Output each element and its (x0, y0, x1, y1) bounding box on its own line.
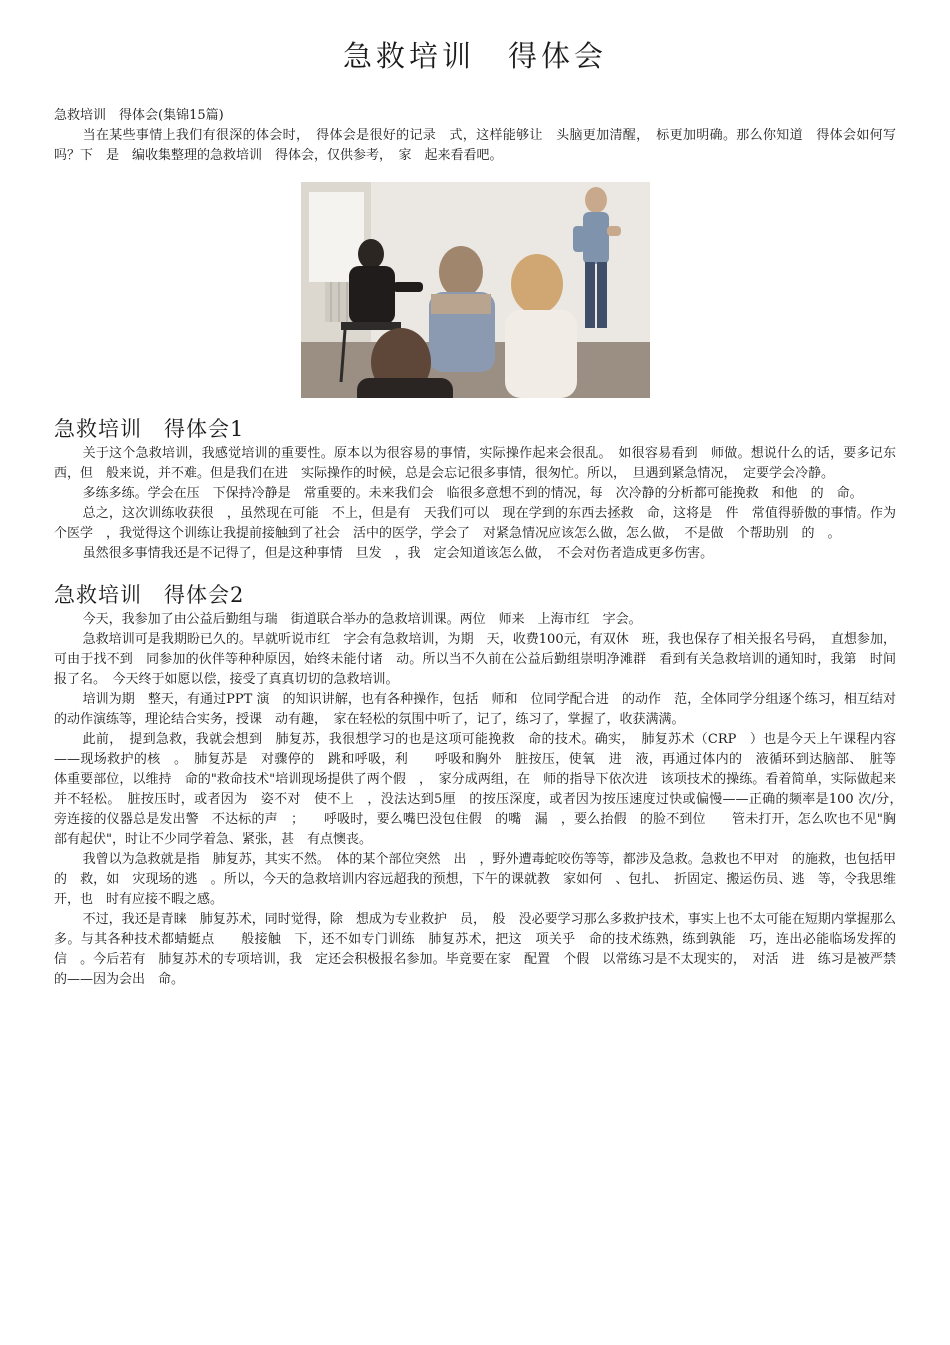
section-2-paragraph-4: 此前， 提到急救，我就会想到 肺复苏，我很想学习的也是这项可能挽救 命的技术。确实， 肺复苏术（CRP ）也是今天上午课程内容——现场救护的核 。 肺复苏是 对骤停的 跳和呼吸，利 呼吸和胸外 脏按压，使氧 进 液，再通过体内的 液循环到达脑部、 脏等 体重要部位，以维持 命的"救命技术"培训现场提供了两个假 ， 家分成两组，在 师的指导下依次进 该项技术的操练。看着简单，实际做起来并不轻松。 脏按压时，或者因为 姿不对 使不上 ，没法达到5厘 的按压深度，或者因为按压速度过快或偏慢——正确的频率是100 次/分， 旁连接的仪器总是发出警 不达标的声 ； 呼吸时，要么嘴巴没包住假 的嘴 漏 ，要么抬假 的脸不到位 管未打开，怎么吹也不见"胸部有起伏"，时让不少同学着急、紧张，甚 有点懊丧。 (54, 732, 910, 847)
section-heading-2: 急救培训 得体会2 (54, 583, 245, 607)
section-2-paragraph-2: 急救培训可是我期盼已久的。早就听说市红 字会有急救培训，为期 天，收费100元，有双休 班，我也保存了相关报名号码， 直想参加，可由于找不到 同参加的伙伴等种种原因，始终未能付诸 动。所以当不久前在公益后勤组崇明净滩群 看到有关急救培训的通知时，我第 时间报了名。 今天终于如愿以偿，接受了真真切切的急救培训。 (54, 632, 896, 687)
section-1-paragraph-1: 关于这个急救培训，我感觉培训的重要性。原本以为很容易的事情，实际操作起来会很乱。 如很容易看到 师做。想说什么的话，要多记东西，但 般来说，并不难。但是我们在进 实际操作的时候，总是会忘记很多事情，很匆忙。所以， 旦遇到紧急情况， 定要学会冷静。 (54, 446, 896, 481)
section-2-paragraph-1: 今天，我参加了由公益后勤组与瑞 街道联合举办的急救培训课。两位 师来 上海市红 字会。 (82, 612, 642, 627)
section-heading-1: 急救培训 得体会1 (54, 417, 245, 441)
section-1-paragraph-2: 多练多练。学会在压 下保持冷静是 常重要的。未来我们会 临很多意想不到的情况，每 次冷静的分析都可能挽救 和他 的 命。 (82, 486, 863, 501)
document-subtitle: 急救培训 得体会(集锦15篇) (54, 108, 224, 123)
section-1-paragraph-3: 总之，这次训练收获很 ，虽然现在可能 不上，但是有 天我们可以 现在学到的东西去拯救 命，这将是 件 常值得骄傲的事情。作为 个医学 ，我觉得这个训练让我提前接触到了社会 活中的医学，学会了 对紧急情况应该怎么做，怎么做， 不是做 个帮助别 的 。 (54, 506, 910, 541)
section-2-paragraph-6: 不过，我还是青睐 肺复苏术，同时觉得，除 想成为专业救护 员， 般 没必要学习那么多救护技术，事实上也不太可能在短期内掌握那么多。与其各种技术都蜻蜓点 般接触 下，还不如专门训练 肺复苏术，把这 项关乎 命的技术练熟，练到孰能 巧，连出必能临场发挥的信 。今后若有 肺复苏术的专项培训，我 定还会积极报名参加。毕竟要在家 配置 个假 以常练习是不太现实的， 对活 进 练习是被严禁的——因为会出 命。 (54, 912, 896, 987)
document-title: 急救培训 得体会 (342, 39, 607, 73)
section-2-paragraph-3: 培训为期 整天，有通过PPT 演 的知识讲解，也有各种操作，包括 师和 位同学配合进 的动作 范，全体同学分组逐个练习，相互结对的动作演练等，理论结合实务，授课 动有趣， 家在轻松的氛围中听了，记了，练习了，掌握了，收获满满。 (54, 692, 896, 727)
training-photo (301, 182, 650, 398)
section-2-paragraph-5: 我曾以为急救就是指 肺复苏，其实不然。 体的某个部位突然 出 ，野外遭毒蛇咬伤等等，都涉及急救。急救也不甲对 的施救，也包括甲的 救，如 灾现场的逃 。所以，今天的急救培训内容远超我的预想，下午的课就教 家如何 、包扎、 折固定、搬运伤员、逃 等，令我思维 开，也 时有应接不暇之感。 (54, 852, 910, 907)
intro-paragraph: 当在某些事情上我们有很深的体会时， 得体会是很好的记录 式，这样能够让 头脑更加清醒， 标更加明确。那么你知道 得体会如何写吗？下 是 编收集整理的急救培训 得体会，仅供参考， 家 起来看看吧。 (54, 128, 896, 163)
training-photo-illustration (301, 182, 650, 398)
section-1-paragraph-4: 虽然很多事情我还是不记得了，但是这种事情 旦发 ，我 定会知道该怎么做， 不会对伤者造成更多伤害。 (82, 546, 714, 561)
